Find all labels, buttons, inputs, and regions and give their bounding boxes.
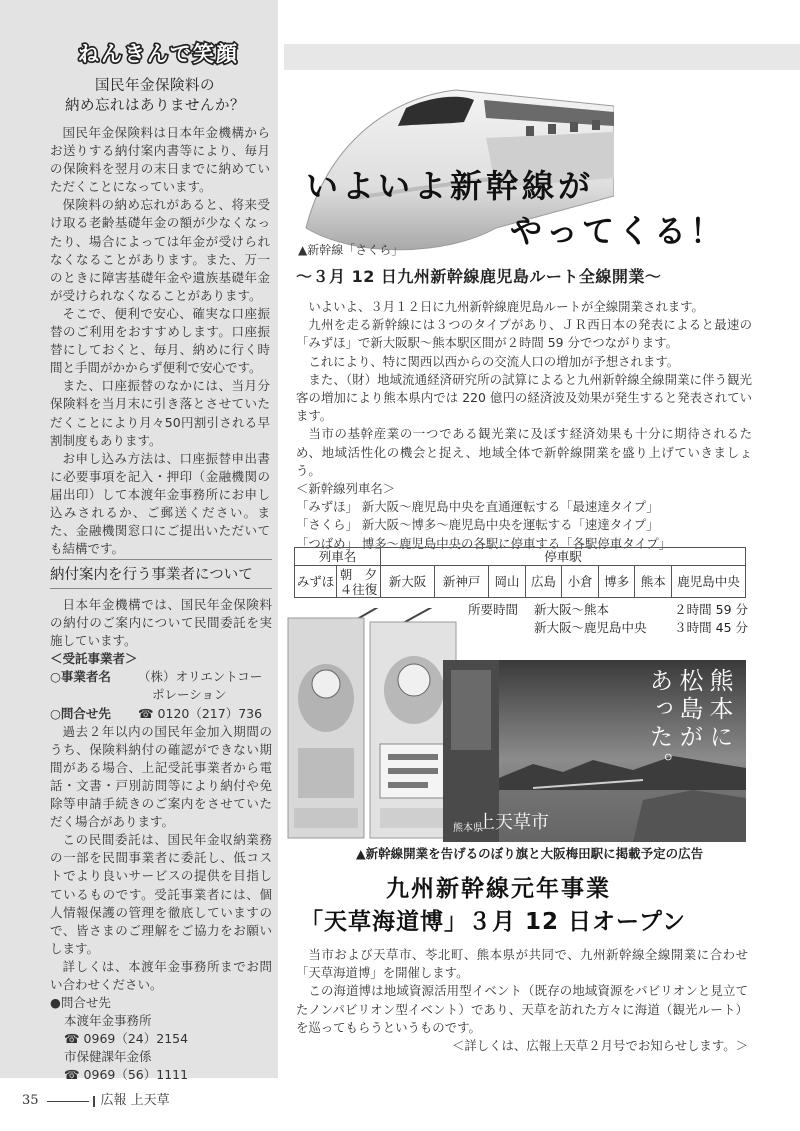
duration-osaka-kumamoto: ２時間 59 分	[674, 602, 748, 617]
business-name-row	[50, 668, 272, 686]
station-cell: 新大阪	[381, 566, 435, 598]
station-cell: 新神戸	[435, 566, 489, 598]
ad-copy-col1: 熊本に	[705, 668, 733, 752]
morning-evening-label: 朝 夕	[339, 566, 378, 582]
left-column	[0, 0, 278, 1083]
train-photo-caption: ▲新幹線「さくら」	[298, 243, 404, 257]
header-band	[284, 44, 800, 70]
route-osaka-kagoshima: 新大阪～鹿児島中央	[534, 620, 647, 635]
amakusa-paragraph: 当市および天草市、苓北町、熊本県が共同で、九州新幹線全線開業に合わせ「天草海道博」を開催します。	[296, 947, 748, 981]
travel-times	[468, 601, 748, 637]
contact-row	[50, 705, 272, 723]
ad-copy-col2: 松島が	[675, 668, 703, 752]
pension-paragraph: また、口座振替のなかには、当月分保険料を当月末に引き落とさせていただくことにより月々50円割引される早割制度もあります。	[50, 378, 270, 448]
train-name-tsubame: 「つばめ」 博多～鹿児島中央の各駅に停車する「各駅停車タイプ」	[296, 535, 672, 551]
train-name-sakura: 「さくら」 新大阪～博多～鹿児島中央を運転する「速達タイプ」	[296, 517, 659, 533]
agency-paragraph: 過去２年以内の国民年金加入期間のうち、保険料納付の確認ができない期間がある場合、上記受託事業者から電話・文書・戸別訪問等により納付や免除等申請手続きのご案内をさせていただく場合があります。	[50, 723, 272, 830]
headline-line2: やってくる！	[510, 212, 727, 250]
nenkin-egao-logo	[74, 36, 270, 68]
agency-article-title: 納付案内を行う事業者について	[50, 567, 253, 583]
row-morning-evening	[337, 566, 381, 598]
stop-stations-table	[294, 547, 746, 598]
col-stop-stations: 停車駅	[381, 548, 746, 566]
train-name-mizuho: 「みずほ」 新大阪～鹿児島中央を直通運転する「最速達タイプ」	[296, 499, 659, 515]
inquiry-label: ●問合せ先	[50, 995, 111, 1011]
amakusa-title-line2: 「天草海道博」３月 12 日オープン	[300, 909, 686, 935]
amakusa-note: ＜詳しくは、広報上天草２月号でお知らせします。＞	[451, 1038, 748, 1054]
business-label: ○事業者名	[50, 669, 111, 685]
nobori-banner-photo	[284, 608, 460, 840]
pension-title-line2: 納め忘れはありませんか？	[65, 98, 245, 114]
station-cell: 熊本	[635, 566, 672, 598]
section-divider	[50, 588, 272, 589]
publication-name: 広報 上天草	[100, 1093, 170, 1108]
amakusa-title-line1: 九州新幹線元年事業	[386, 876, 611, 902]
pension-paragraph: お申し込み方法は、口座振替申出書に必要事項を記入・押印（金融機関の届出印）して本渡年金事務所にお申し込みされるか、ご郵送ください。また、金融機関窓口にご提出いただいても結構です。	[50, 450, 270, 557]
shinkansen-paragraph: これにより、特に関西以西からの交流人口の増加が予想されます。	[308, 353, 680, 369]
route-osaka-kumamoto: 新大阪～熊本	[534, 602, 610, 617]
office-1-name: 本渡年金事務所	[64, 1013, 152, 1029]
page-number: 35	[22, 1093, 39, 1108]
station-cell: 鹿児島中央	[672, 566, 746, 598]
headline-line1: いよいよ新幹線が	[306, 167, 595, 205]
contact-tel: ☎ 0120（217）736	[138, 705, 263, 721]
business-name-row-2	[50, 686, 272, 704]
business-name-cont: ポレーション	[152, 687, 227, 703]
office-2-name: 市保健課年金係	[64, 1049, 152, 1065]
logo-text: ねんきんで笑顔	[78, 42, 239, 66]
shinkansen-paragraph: また、（財）地域流通経済研究所の試算によると九州新幹線全線開業に伴う観光客の増加により熊本県内では 220 億円の経済波及効果が発生すると発表されています。	[296, 371, 752, 424]
pension-title-line1: 国民年金保険料の	[95, 78, 215, 94]
travel-time-label: 所要時間	[468, 602, 519, 617]
travel-time-row	[468, 619, 748, 637]
station-cell: 岡山	[489, 566, 526, 598]
travel-time-row	[468, 601, 748, 619]
pension-article-title	[50, 76, 260, 116]
ad-copy-col3: あった。	[645, 668, 673, 780]
agency-paragraph: 詳しくは、本渡年金事務所までお問い合わせください。	[50, 958, 272, 992]
pension-paragraph: 保険料の納め忘れがあると、将来受け取る老齢基礎年金の額が少なくなったり、場合によっては年金が受けられなくなることがあります。また、万一のときに障害基礎年金や遺族基礎年金が受けられなくなることがあります。	[50, 197, 270, 303]
contact-label: ○問合せ先	[50, 705, 111, 721]
ad-city-logo: 上天草市	[477, 812, 549, 833]
footer-bar	[93, 1096, 95, 1107]
shinkansen-subhead: ～３月 12 日九州新幹線鹿児島ルート全線開業～	[296, 267, 662, 286]
station-cell: 広島	[525, 566, 562, 598]
office-2-tel: ☎ 0969（56）1111	[64, 1067, 189, 1083]
pension-paragraph: 国民年金保険料は日本年金機構からお送りする納付案内書等により、毎月の保険料を翌月の末日までに納めていただくことになっています。	[50, 125, 270, 195]
col-train-name: 列車名	[295, 548, 381, 566]
footer-rule	[47, 1101, 89, 1102]
amakusa-article-body	[296, 946, 748, 1055]
amakusa-paragraph: この海道博は地域資源活用型イベント（既存の地域資源をパビリオンと見立てたノンパビリオン型イベント）であり、天草を訪れた方々に海道（観光ルート）を巡ってもらうというものです。	[296, 983, 748, 1035]
pension-paragraph: そこで、便利で安心、確実な口座振替のご利用をおすすめします。口座振替にしておくと、毎月、納めに行く時間と手間がかからず便利で安心です。	[50, 305, 270, 376]
matsushima-ad-photo	[443, 660, 746, 842]
duration-osaka-kagoshima: ３時間 45 分	[674, 620, 748, 635]
shinkansen-article-body	[296, 298, 752, 553]
round-trips-label: ４往復	[339, 581, 378, 597]
agency-paragraph: この民間委託は、国民年金収納業務の一部を民間事業者に委託し、低コストでより良いサービスの提供を目指しているものです。受託事業者には、個人情報保護の管理を徹底していますので、皆さまのご理解をご協力をお願いします。	[50, 832, 272, 956]
ad-pref-label: 熊本県	[453, 823, 483, 834]
agency-article-body	[50, 596, 272, 1085]
agency-intro: 日本年金機構では、国民年金保険料の納付のご案内について民間委託を実施しています。	[50, 597, 272, 649]
shinkansen-paragraph: 九州を走る新幹線には３つのタイプがあり、ＪＲ西日本の発表によると最速の「みずほ」で新大阪駅～熊本駅区間が２時間 59 分でつながります。	[296, 317, 752, 351]
banner-photo-caption: ▲新幹線開業を告げるのぼり旗と大阪梅田駅に掲載予定の広告	[356, 846, 704, 861]
business-name: （株）オリエントコー	[138, 669, 263, 685]
contractor-header: ＜受託事業者＞	[50, 651, 138, 667]
shinkansen-paragraph: 当市の基幹産業の一つである観光業に及ぼす経済効果も十分に期待されるため、地域活性化の機会と捉え、地域全体で新幹線開業を盛り上げていきましょう。	[296, 426, 752, 478]
row-mizuho: みずほ	[295, 566, 337, 598]
station-cell: 博多	[598, 566, 635, 598]
train-names-header: ＜新幹線列車名＞	[296, 481, 396, 497]
page-footer	[22, 1092, 170, 1110]
shinkansen-paragraph: いよいよ、３月１２日に九州新幹線鹿児島ルートが全線開業されます。	[308, 299, 704, 314]
office-1-tel: ☎ 0969（24）2154	[64, 1031, 189, 1047]
section-divider	[50, 559, 272, 560]
pension-article-body	[50, 124, 270, 558]
station-cell: 小倉	[562, 566, 599, 598]
